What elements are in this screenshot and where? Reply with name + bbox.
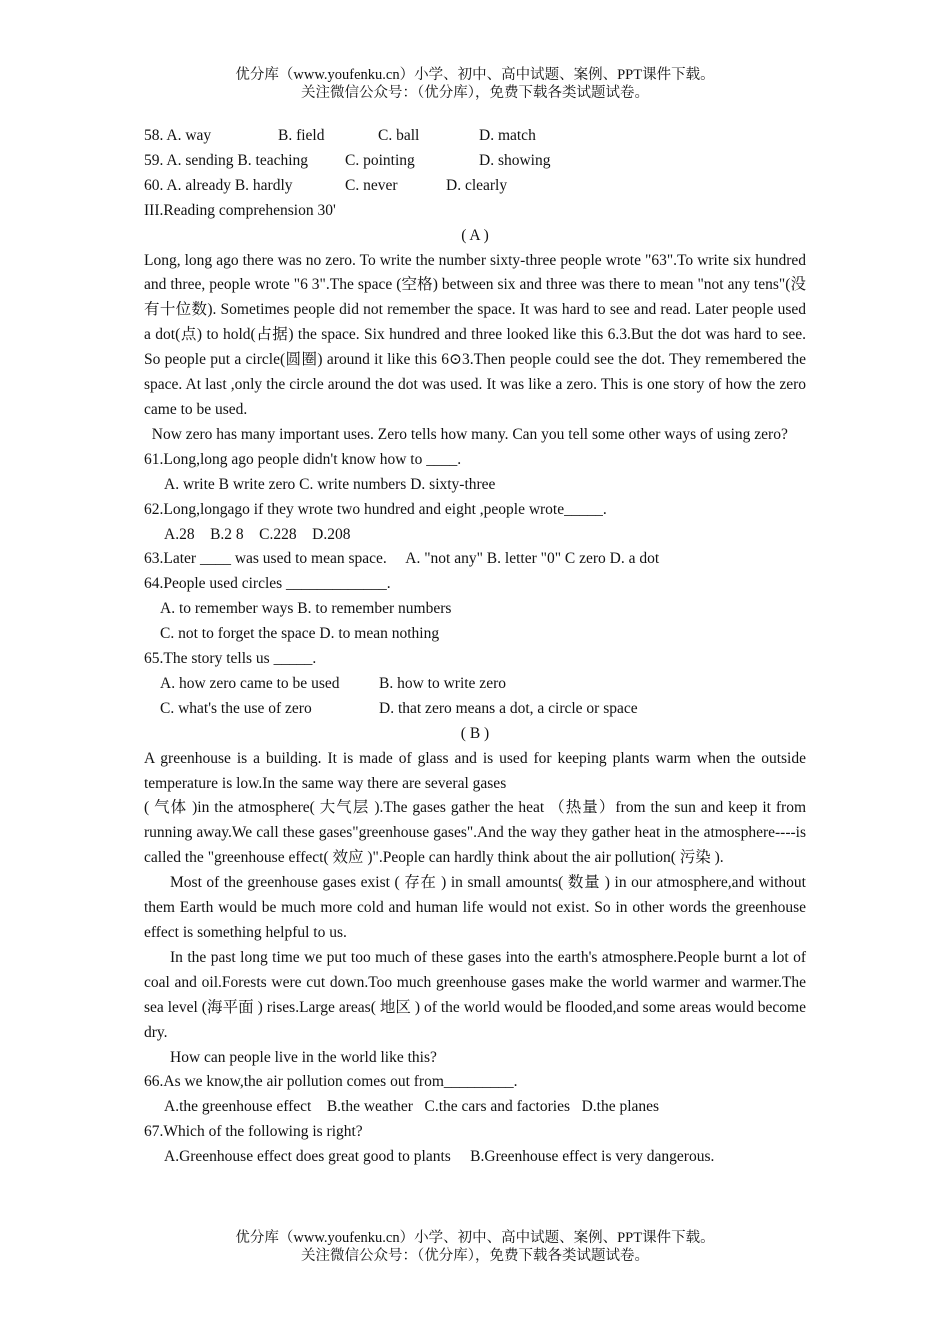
question-61: 61.Long,long ago people didn't know how to ____. xyxy=(144,450,462,468)
question-67: 67.Which of the following is right? xyxy=(144,1123,363,1141)
question-66-options: A.the greenhouse effect B.the weather C.the cars and factories D.the planes xyxy=(164,1098,660,1116)
q58-option-b: B. field xyxy=(278,127,325,144)
q59-option-c: C. pointing xyxy=(345,151,415,169)
footer-line-1: 优分库（www.youfenku.cn）小学、初中、高中试题、案例、PPT课件下载。 xyxy=(235,1230,715,1246)
question-59 xyxy=(144,149,806,174)
question-65-options-ab xyxy=(144,672,806,697)
footer-line-2: 关注微信公众号：（优分库），免费下载各类试题试卷。 xyxy=(301,1248,649,1264)
question-65-options-cd xyxy=(144,697,806,722)
header-line-1: 优分库（www.youfenku.cn）小学、初中、高中试题、案例、PPT课件下载。 xyxy=(235,67,715,83)
passage-b-paragraph-2: Most of the greenhouse gases exist ( 存在 ) in small amounts( 数量 ) in our atmosphere,and without them Earth would be much more cold and human life would not exist. So in other words the greenhouse effect is something helpful to us. xyxy=(144,874,806,941)
question-62-options: A.28 B.2 8 C.228 D.208 xyxy=(164,525,351,543)
question-58 xyxy=(144,124,806,149)
passage-a-paragraph-2: Now zero has many important uses. Zero tells how many. Can you tell some other ways of using zero? xyxy=(144,425,788,443)
question-67-options: A.Greenhouse effect does great good to plants B.Greenhouse effect is very dangerous. xyxy=(164,1148,715,1166)
passage-b-paragraph-1a: A greenhouse is a building. It is made of glass and is used for keeping plants warm when the outside temperature is low.In the same way there are several gases xyxy=(144,749,806,792)
question-62: 62.Long,longago if they wrote two hundred and eight ,people wrote_____. xyxy=(144,500,607,518)
question-60 xyxy=(144,174,806,199)
passage-b-paragraph-1b: ( 气体 )in the atmosphere( 大气层 ).The gases gather the heat （热量）from the sun and keep it from running away.We call these gases"greenhouse gases".And the way they gather heat in the atmosphere----is called the "greenhouse effect( 效应 )".People can hardly think about the air pollution( 污染 ). xyxy=(144,799,806,867)
question-63: 63.Later ____ was used to mean space. A. "not any" B. letter "0" C zero D. a dot xyxy=(144,550,660,568)
document-body xyxy=(144,124,806,1170)
question-61-options: A. write B write zero C. write numbers D. sixty-three xyxy=(164,475,496,493)
q58-option-a: 58. A. way xyxy=(144,127,212,144)
question-64: 64.People used circles _____________. xyxy=(144,575,391,593)
question-66: 66.As we know,the air pollution comes out from_________. xyxy=(144,1073,518,1091)
header-line-2: 关注微信公众号：（优分库），免费下载各类试题试卷。 xyxy=(301,85,649,101)
q60-option-c: C. never xyxy=(345,176,398,194)
q59-option-d: D. showing xyxy=(479,151,551,169)
question-64-options-cd: C. not to forget the space D. to mean nothing xyxy=(160,625,440,643)
passage-a-paragraph-1: Long, long ago there was no zero. To write the number sixty-three people wrote "63".To write six hundred and three, people wrote "6 3".The space (空格) between six and three was there to mean "not any tens"(没有十位数). Sometimes people did not remember the space. It was hard to see and read. Later people used a dot(点) to hold(占据) the space. Six hundred and three looked like this 6.3.But the dot was hard to see. So people put a circle(圆圈) around it like this 6⊙3.Then people could see the dot. They remembered the space. At last ,only the circle around the dot was used. It was like a zero. This is one story of how the zero came to be used. xyxy=(144,251,806,418)
passage-b-paragraph-4: How can people live in the world like this? xyxy=(170,1048,437,1066)
passage-a-label: ( A ) xyxy=(461,226,489,244)
q60-options-ab: 60. A. already B. hardly xyxy=(144,176,293,194)
passage-b-label: ( B ) xyxy=(460,724,490,742)
question-64-options-ab: A. to remember ways B. to remember numbers xyxy=(160,600,452,618)
page-footer xyxy=(0,1229,950,1265)
question-65: 65.The story tells us _____. xyxy=(144,650,317,668)
page-header xyxy=(0,66,950,102)
q65-option-a: A. how zero came to be used xyxy=(160,674,340,692)
section-title: III.Reading comprehension 30' xyxy=(144,201,336,219)
q60-option-d: D. clearly xyxy=(446,176,508,194)
q58-option-c: C. ball xyxy=(378,127,420,144)
q58-option-d: D. match xyxy=(479,127,536,144)
q65-option-d: D. that zero means a dot, a circle or space xyxy=(379,699,638,717)
q59-options-ab: 59. A. sending B. teaching xyxy=(144,151,309,169)
passage-b-paragraph-3: In the past long time we put too much of these gases into the earth's atmosphere.People burnt a lot of coal and oil.Forests were cut down.Too much greenhouse gases make the world warmer and warmer.The sea level (海平面 ) rises.Large areas( 地区 ) of the world would be flooded,and some areas would become dry. xyxy=(144,948,806,1041)
q65-option-b: B. how to write zero xyxy=(379,674,506,692)
q65-option-c: C. what's the use of zero xyxy=(160,699,312,717)
